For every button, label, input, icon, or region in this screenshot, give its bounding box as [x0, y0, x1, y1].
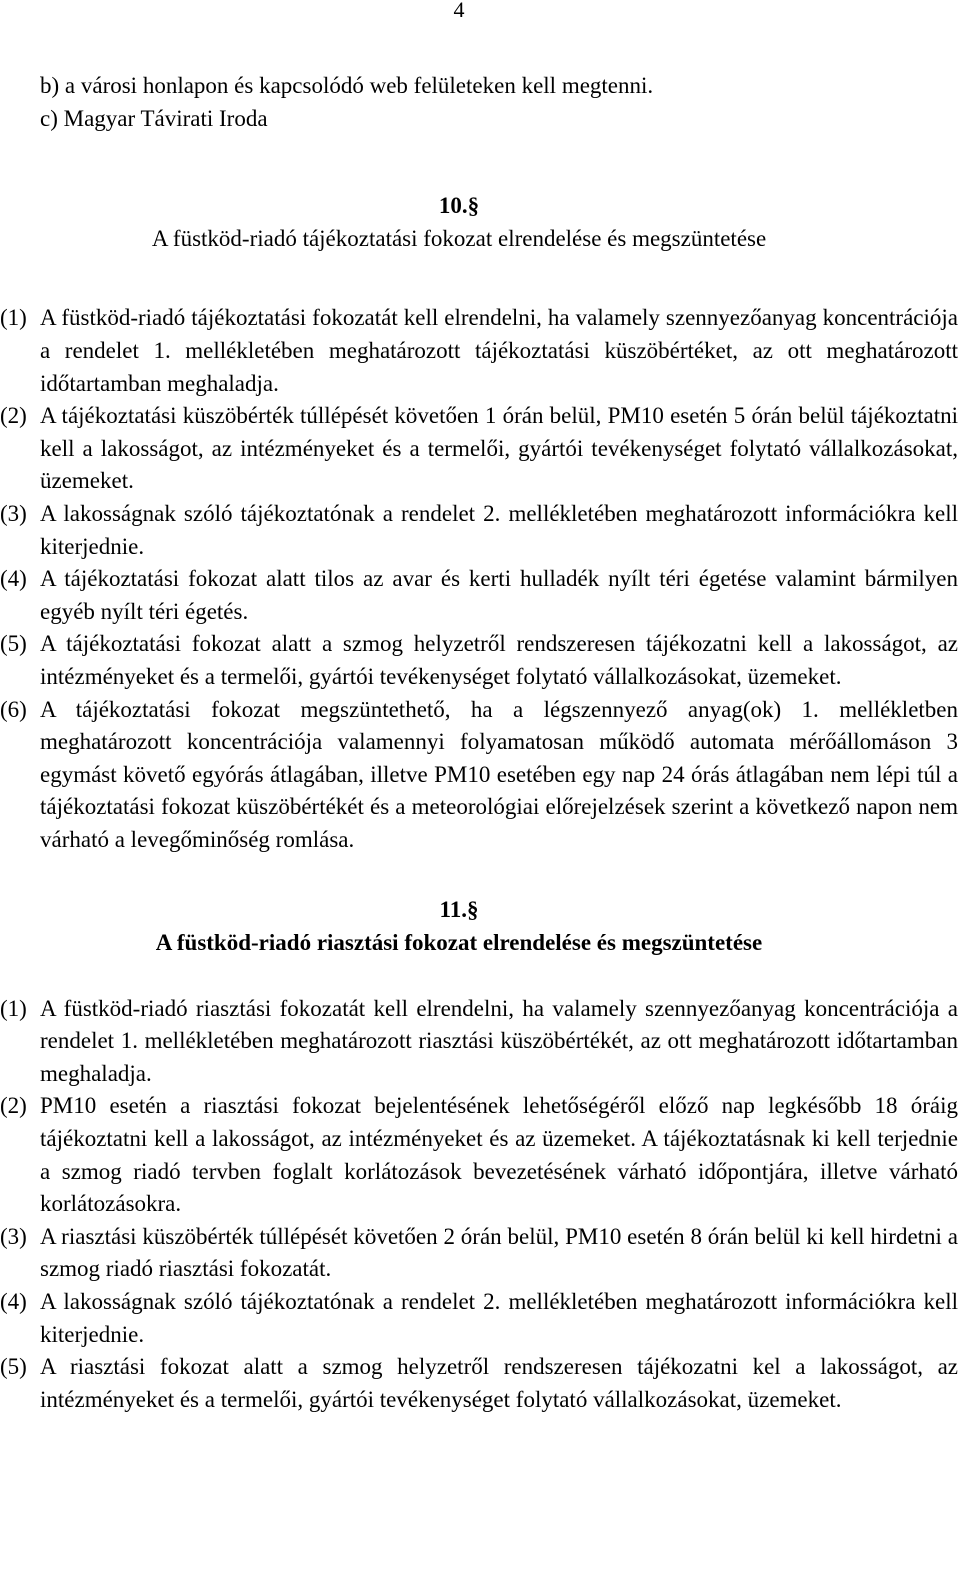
section-11-paragraph-2 [0, 1090, 958, 1220]
intro-line-c: c) Magyar Távirati Iroda [40, 105, 268, 131]
section-11-paragraph-1 [0, 993, 958, 1091]
section-11-number: 11.§ [439, 897, 479, 923]
paragraph-text: A lakosságnak szóló tájékoztatónak a rendelet 2. mellékletében meghatározott információkra kell kiterjednie. [40, 500, 958, 559]
paragraph-text: A füstköd-riadó riasztási fokozatát kell elrendelni, ha valamely szennyezőanyag koncentrációja a rendelet 1. mellékletében meghatározott riasztási küszöbértékét, az ott meghatározott időtartamban meghaladja. [40, 995, 958, 1086]
paragraph-text: A tájékoztatási küszöbérték túllépését követően 1 órán belül, PM10 esetén 5 órán belül tájékoztatni kell a lakosságot, az intézményeket és a termelői, gyártói tevékenységet folytató vállalkozásokat, üzemeket. [40, 403, 958, 494]
paragraph-number: (4) [0, 566, 27, 592]
paragraph-text: A tájékoztatási fokozat alatt tilos az avar és kerti hulladék nyílt téri égetése valamint bármilyen egyéb nyílt téri égetés. [40, 566, 958, 624]
section-10-paragraphs [0, 302, 958, 856]
paragraph-number: (2) [0, 403, 27, 429]
section-11 [0, 894, 958, 1416]
paragraph-text: A füstköd-riadó tájékoztatási fokozatát kell elrendelni, ha valamely szennyezőanyag koncentrációja a rendelet 1. mellékletében meghatározott tájékoztatási küszöbértéket, az ott meghatározott időtartamban meghaladja. [40, 305, 958, 396]
paragraph-number: (5) [0, 631, 27, 657]
paragraph-number: (3) [0, 1223, 27, 1249]
paragraph-text: PM10 esetén a riasztási fokozat bejelentésének lehetőségéről előző nap legkésőbb 18 óráig tájékoztatni kell a lakosságot, az intézményeket és az üzemeket. A tájékoztatásnak ki kell terjednie a szmog riadó tervben foglalt korlátozások bevezetésének várható időpontjára, illetve várható korlátozásokra. [40, 1093, 958, 1217]
page-number: 4 [453, 0, 465, 22]
section-10-title: A füstköd-riadó tájékoztatási fokozat elrendelése és megszüntetése [151, 225, 767, 251]
paragraph-number: (2) [0, 1093, 27, 1119]
paragraph-text: A riasztási küszöbérték túllépését követően 2 órán belül, PM10 esetén 8 órán belül ki kell hirdetni a szmog riadó riasztási fokozatát. [40, 1223, 958, 1282]
paragraph-text: A lakosságnak szóló tájékoztatónak a rendelet 2. mellékletében meghatározott információkra kell kiterjednie. [40, 1289, 958, 1347]
section-11-paragraphs [0, 993, 958, 1417]
paragraph-number: (6) [0, 696, 27, 722]
paragraph-number: (1) [0, 305, 27, 331]
paragraph-text: A tájékoztatási fokozat alatt a szmog helyzetről rendszeresen tájékozatni kell a lakosságot, az intézményeket és a termelői, gyártói tevékenységet folytató vállalkozásokat, üzemeket. [40, 631, 958, 689]
intro-line-b: b) a városi honlapon és kapcsolódó web felületeken kell megtenni. [40, 73, 654, 98]
section-11-title: A füstköd-riadó riasztási fokozat elrendelése és megszüntetése [155, 930, 763, 956]
section-11-paragraph-3 [0, 1221, 958, 1286]
section-10-number: 10.§ [438, 193, 480, 219]
section-11-paragraph-4 [0, 1286, 958, 1351]
section-10-paragraph-2 [0, 400, 958, 498]
section-10 [0, 190, 958, 856]
document-body [0, 70, 958, 1416]
paragraph-text: A riasztási fokozat alatt a szmog helyzetről rendszeresen tájékozatni kel a lakosságot, az intézményeket és a termelői, gyártói tevékenységet folytató vállalkozásokat, üzemeket. [40, 1354, 958, 1412]
section-10-paragraph-3 [0, 498, 958, 563]
paragraph-number: (5) [0, 1354, 27, 1380]
section-10-paragraph-1 [0, 302, 958, 400]
paragraph-text: A tájékoztatási fokozat megszüntethető, ha a légszennyező anyag(ok) 1. mellékletben meghatározott koncentrációja valamennyi folyamatosan működő automata mérőállomáson 3 egymást követő egyórás átlagában, illetve PM10 esetében egy nap 24 órás átlagában nem lépi túl a tájékoztatási fokozat küszöbértékét és a meteorológiai előrejelzések szerint a következő napon nem várható a levegőminőség romlása. [40, 696, 958, 852]
paragraph-number: (1) [0, 995, 27, 1021]
section-10-paragraph-5 [0, 628, 958, 693]
section-10-paragraph-4 [0, 563, 958, 628]
paragraph-number: (3) [0, 500, 27, 526]
paragraph-number: (4) [0, 1289, 27, 1314]
section-10-paragraph-6 [0, 694, 958, 857]
section-11-paragraph-5 [0, 1351, 958, 1416]
